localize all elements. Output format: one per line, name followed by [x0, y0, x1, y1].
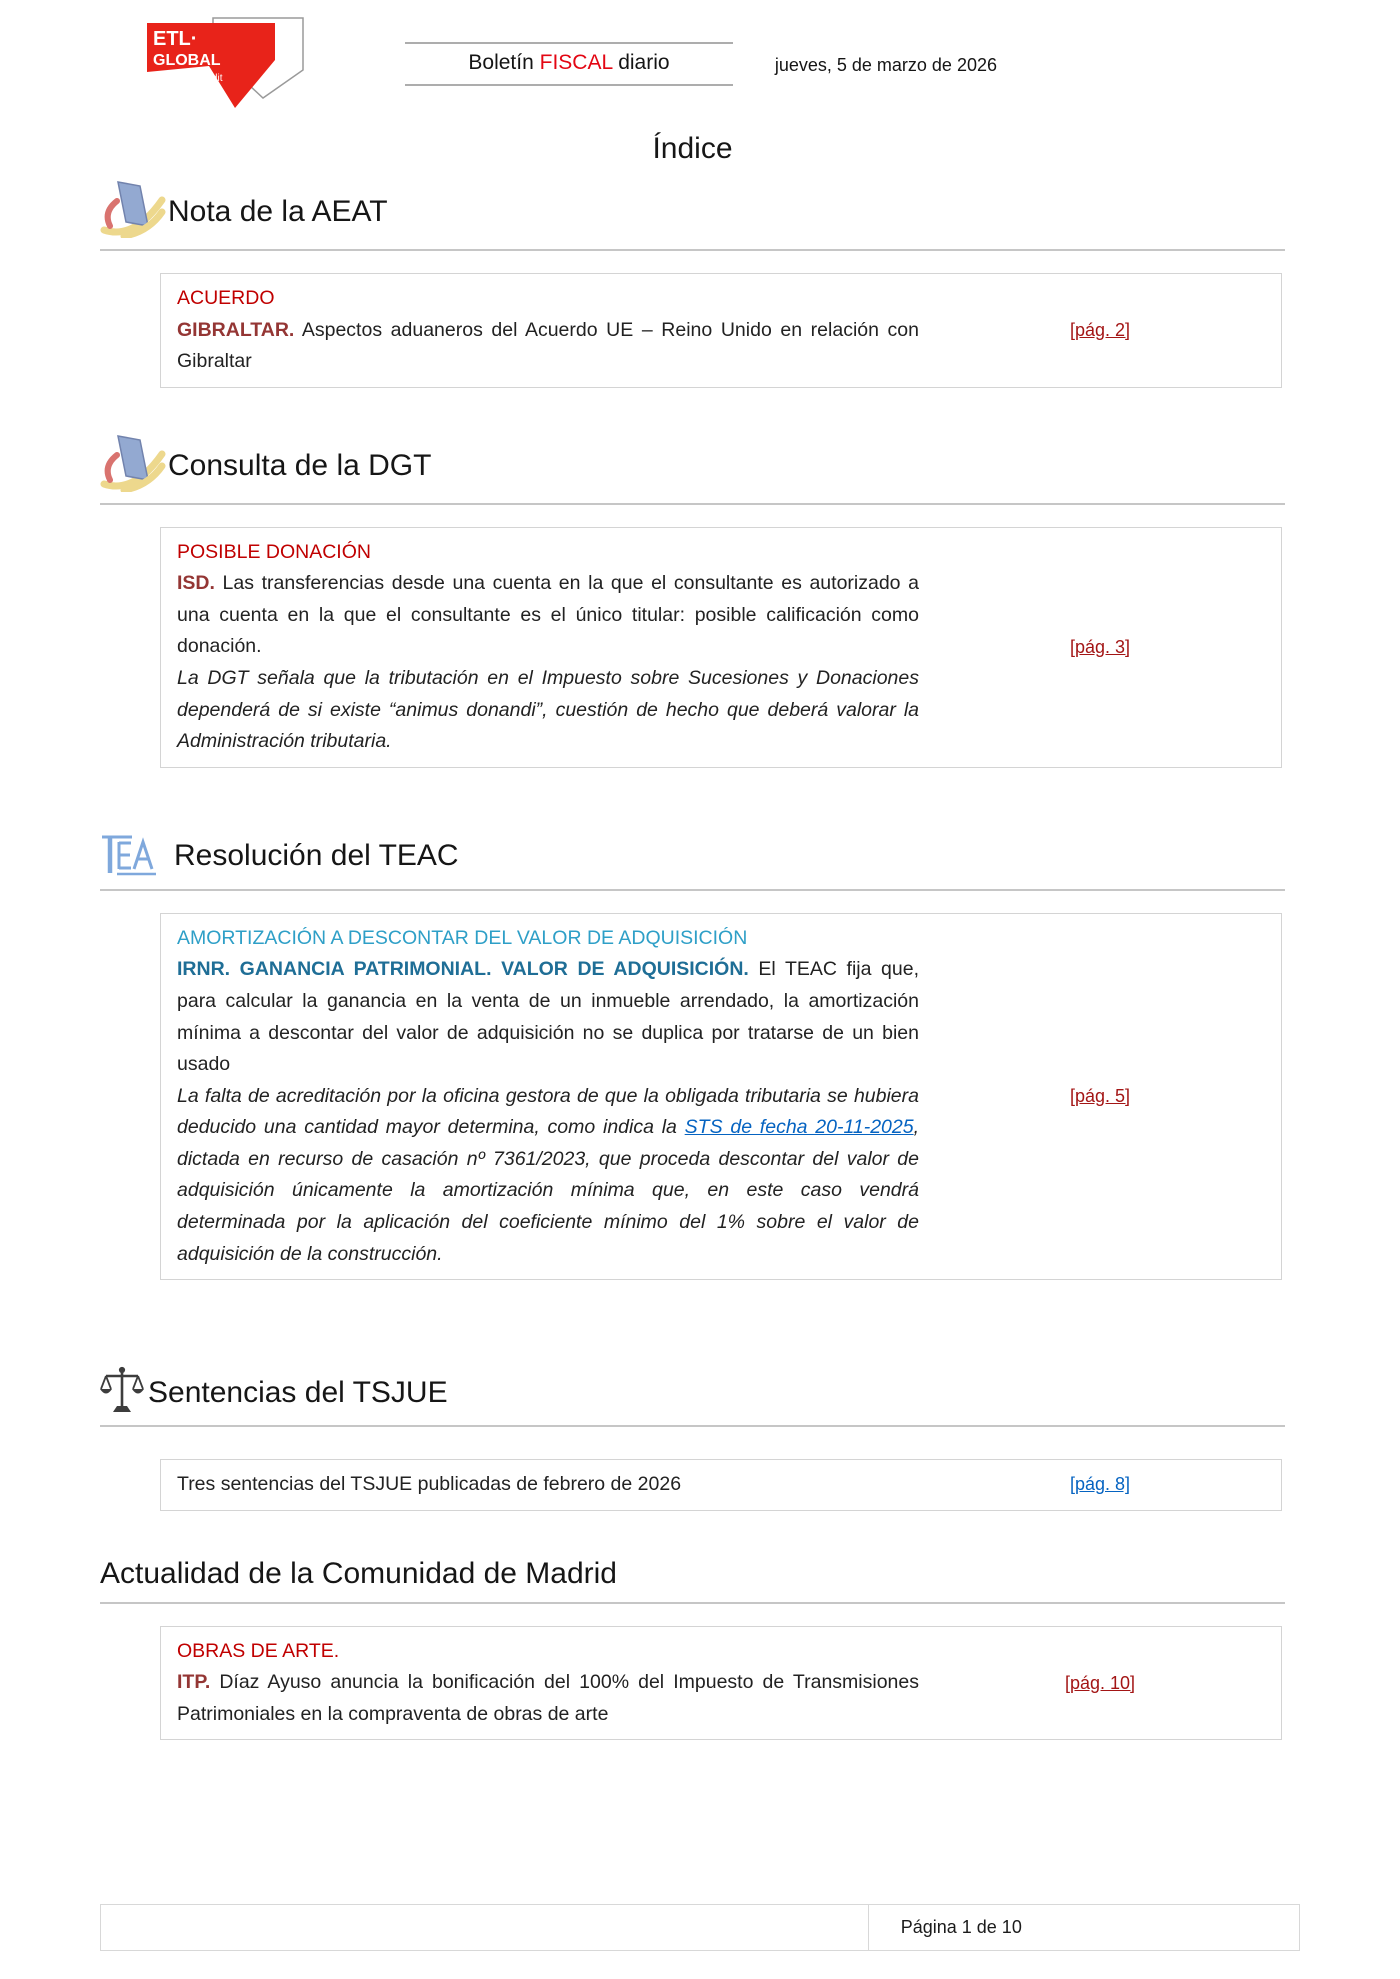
section-heading: Resolución del TEAC [174, 838, 459, 872]
bulletin-title-highlight: FISCAL [539, 51, 613, 74]
section-rule [100, 889, 1285, 891]
page-link[interactable]: [pág. 2] [1069, 319, 1131, 340]
section-nota-aeat [100, 180, 1285, 388]
entry-kicker: AMORTIZACIÓN A DESCONTAR DEL VALOR DE ADQUISICIÓN [177, 926, 748, 949]
bulletin-title [405, 42, 733, 86]
entry-text [177, 537, 919, 758]
logo-line1: ETL· [153, 28, 198, 50]
index-entry [160, 913, 1282, 1280]
aeat-logo-icon [100, 434, 168, 497]
entry-text [177, 1636, 919, 1731]
scales-icon [100, 1366, 144, 1419]
entry-italic-note [177, 1081, 919, 1270]
entry-body: Tres sentencias del TSJUE publicadas de febrero de 2026 [177, 1473, 682, 1496]
page-link[interactable]: [pág. 10] [1064, 1672, 1136, 1693]
index-entry [160, 273, 1282, 388]
page-title: Índice [652, 132, 733, 165]
footer-divider [101, 1905, 869, 1950]
page-link[interactable]: [pág. 5] [1069, 1085, 1131, 1106]
bulletin-title-post: diario [612, 51, 670, 74]
entry-text [177, 1469, 919, 1501]
section-rule [100, 503, 1285, 505]
logo-line3: Tax·Legal·Audit [153, 73, 223, 84]
entry-text [177, 923, 919, 1270]
etl-logo-icon [133, 14, 315, 112]
section-sentencias-tsjue [100, 1366, 1285, 1511]
entry-lead: ITP. [177, 1671, 211, 1694]
section-heading: Sentencias del TSJUE [148, 1376, 448, 1410]
entry-kicker: ACUERDO [177, 287, 275, 309]
entry-body: Aspectos aduaneros del Acuerdo UE – Reino Unido en relación con Gibraltar [177, 318, 919, 373]
page-link[interactable]: [pág. 3] [1069, 636, 1131, 657]
bulletin-title-pre: Boletín [468, 51, 540, 74]
entry-body: El TEAC fija que, para calcular la ganancia en la venta de un inmueble arrendado, la amortización mínima a descontar del valor de adquisición no se duplica por tratarse de un bien usado [177, 958, 919, 1076]
tea-logo-icon [100, 828, 162, 883]
section-actualidad-madrid [100, 1557, 1285, 1741]
entry-body: Díaz Ayuso anuncia la bonificación del 100% del Impuesto de Transmisiones Patrimoniales en la compraventa de obras de arte [177, 1671, 919, 1725]
index-content [100, 132, 1285, 1740]
index-entry [160, 527, 1282, 768]
bulletin-date: jueves, 5 de marzo de 2026 [774, 55, 997, 75]
section-heading: Actualidad de la Comunidad de Madrid [100, 1556, 617, 1590]
entry-lead: ISD. [177, 572, 215, 595]
entry-italic-note: La DGT señala que la tributación en el Impuesto sobre Sucesiones y Donaciones dependerá de si existe “animus donandi”, cuestión de hecho que deberá valorar la Administración tributaria. [177, 667, 919, 753]
section-resolucion-teac [100, 828, 1285, 1280]
page-link[interactable]: [pág. 8] [1069, 1474, 1131, 1495]
italic-before: La falta de acreditación por la oficina gestora de que la obligada tributaria se hubiera deducido una cantidad mayor determina, como indica la [177, 1084, 919, 1139]
section-rule [100, 1425, 1285, 1427]
page-footer [100, 1904, 1300, 1951]
section-heading: Nota de la AEAT [168, 195, 388, 228]
entry-kicker: POSIBLE DONACIÓN [177, 540, 371, 563]
page-number: Página 1 de 10 [900, 1917, 1022, 1937]
entry-lead: GIBRALTAR. [177, 318, 295, 341]
entry-lead: IRNR. GANANCIA PATRIMONIAL. VALOR DE ADQUISICIÓN. [177, 958, 749, 981]
index-entry [160, 1626, 1282, 1741]
aeat-logo-icon [100, 180, 168, 243]
section-heading: Consulta de la DGT [168, 448, 432, 482]
section-rule [100, 1602, 1285, 1604]
etl-global-logo [133, 14, 315, 112]
section-rule [100, 249, 1285, 251]
index-entry [160, 1459, 1282, 1511]
sts-link[interactable]: STS de fecha 20-11-2025 [684, 1116, 914, 1139]
italic-after: , dictada en recurso de casación nº 7361/2023, que proceda descontar del valor de adquisición únicamente la amortización mínima que, en este caso vendrá determinada por la aplicación del coeficiente mínimo del 1% sobre el valor de adquisición de la construcción. [177, 1116, 919, 1265]
entry-body: Las transferencias desde una cuenta en la que el consultante es autorizado a una cuenta en la que el consultante es el único titular: posible calificación como donación. [177, 572, 919, 658]
section-consulta-dgt [100, 434, 1285, 768]
entry-kicker: OBRAS DE ARTE. [177, 1639, 340, 1662]
logo-line2: GLOBAL [153, 52, 221, 69]
entry-text [177, 283, 919, 378]
